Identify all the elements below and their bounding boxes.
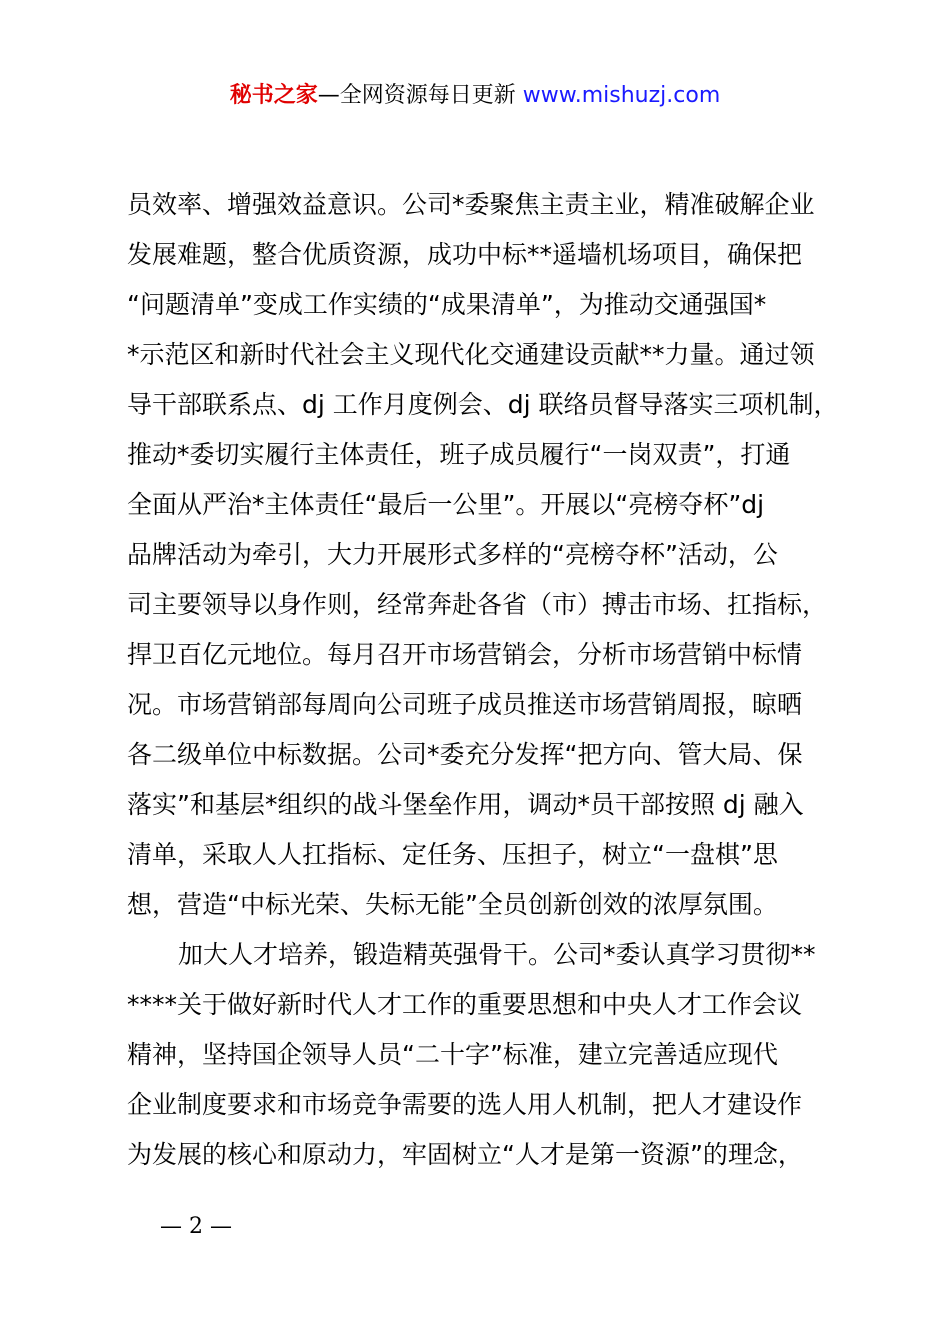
body-line: 导干部联系点、dj 工作月度例会、dj 联络员督导落实三项机制， — [127, 390, 839, 419]
body-line: 推动*委切实履行主体责任，班子成员履行“一岗双责”，打通 — [127, 440, 791, 469]
body-line: 精神，坚持国企领导人员“二十字”标准，建立完善适应现代 — [127, 1040, 778, 1069]
brand-name: 秘书之家 — [229, 83, 318, 108]
body-line: 企业制度要求和市场竞争需要的选人用人机制，把人才建设作 — [127, 1090, 803, 1119]
header-tagline: —全网资源每日更新 — [317, 83, 523, 108]
body-line: *示范区和新时代社会主义现代化交通建设贡献**力量。通过领 — [127, 340, 815, 369]
body-line: 清单，采取人人扛指标、定任务、压担子，树立“一盘棋”思 — [127, 840, 778, 869]
site-url-link[interactable]: www.mishuzj.com — [522, 83, 721, 108]
body-line: 落实”和基层*组织的战斗堡垒作用，调动*员干部按照 dj 融入 — [127, 790, 804, 819]
body-line: 发展难题，整合优质资源，成功中标**遥墙机场项目，确保把 — [127, 240, 803, 269]
body-line: 为发展的核心和原动力，牢固树立“人才是第一资源”的理念， — [127, 1140, 803, 1169]
paragraph-first-line: 加大人才培养，锻造精英强骨干。公司*委认真学习贯彻** — [178, 940, 816, 969]
document-body — [127, 180, 867, 1180]
body-line: 各二级单位中标数据。公司*委充分发挥“把方向、管大局、保 — [127, 740, 803, 769]
body-line: 司主要领导以身作则，经常奔赴各省（市）搏击市场、扛指标， — [127, 590, 828, 619]
page-number: — 2 — — [160, 1214, 232, 1239]
body-line: 捍卫百亿元地位。每月召开市场营销会，分析市场营销中标情 — [127, 640, 803, 669]
body-line: 员效率、增强效益意识。公司*委聚焦主责主业，精准破解企业 — [127, 190, 815, 219]
body-line: 想，营造“中标光荣、失标无能”全员创新创效的浓厚氛围。 — [127, 890, 778, 919]
body-line: 况。市场营销部每周向公司班子成员推送市场营销周报，晾晒 — [127, 690, 803, 719]
site-header — [0, 80, 950, 112]
body-line: “问题清单”变成工作实绩的“成果清单”，为推动交通强国* — [127, 290, 767, 319]
body-line: 品牌活动为牵引，大力开展形式多样的“亮榜夺杯”活动，公 — [127, 540, 778, 569]
body-line: 全面从严治*主体责任“最后一公里”。开展以“亮榜夺杯”dj — [127, 490, 765, 519]
body-line: ****关于做好新时代人才工作的重要思想和中央人才工作会议 — [127, 990, 803, 1019]
